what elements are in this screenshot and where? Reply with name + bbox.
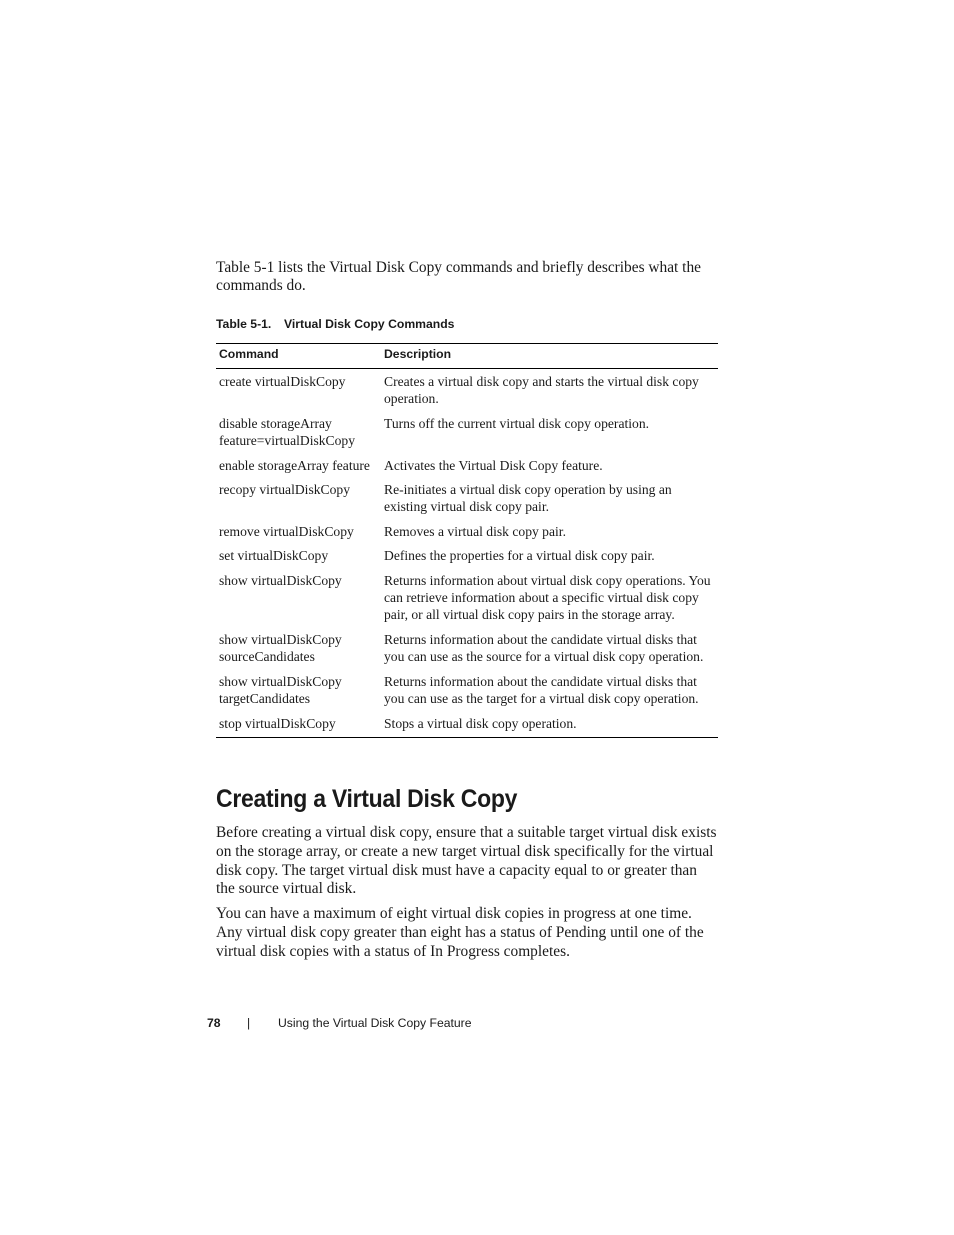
description-cell: Activates the Virtual Disk Copy feature. xyxy=(384,457,603,473)
table-row xyxy=(216,369,718,413)
command-cell: stop virtualDiskCopy xyxy=(219,715,336,731)
description-cell: Returns information about the candidate virtual disks that you can use as the source for a virtual disk copy operation. xyxy=(384,631,704,665)
description-cell: Stops a virtual disk copy operation. xyxy=(384,715,577,731)
table-row xyxy=(216,570,718,629)
description-cell: Returns information about the candidate virtual disks that you can use as the target for a virtual disk copy operation. xyxy=(384,673,699,707)
description-cell: Creates a virtual disk copy and starts the virtual disk copy operation. xyxy=(384,374,699,407)
description-cell: Returns information about virtual disk copy operations. You can retrieve information about a specific virtual disk copy pair, or all virtual disk copy pairs in the storage array. xyxy=(384,572,711,623)
table-caption-number: Table 5-1. xyxy=(216,317,272,331)
table-row xyxy=(216,455,718,479)
footer-separator: | xyxy=(247,1016,251,1030)
table-row xyxy=(216,479,718,521)
command-cell: set virtualDiskCopy xyxy=(219,548,329,564)
body-paragraph: You can have a maximum of eight virtual disk copies in progress at one time. Any virtual disk copy greater than eight has a status of Pending until one of the virtual disk copies with a status of In Progress completes. xyxy=(216,905,704,960)
command-cell: remove virtualDiskCopy xyxy=(219,523,354,539)
table-caption-title: Virtual Disk Copy Commands xyxy=(284,317,455,331)
commands-table xyxy=(216,343,718,738)
footer-chapter-title: Using the Virtual Disk Copy Feature xyxy=(278,1016,472,1030)
column-header-description: Description xyxy=(381,344,718,369)
page-number: 78 xyxy=(207,1016,221,1030)
command-cell: show virtualDiskCopy sourceCandidates xyxy=(219,631,342,665)
table-row xyxy=(216,545,718,569)
description-cell: Re-initiates a virtual disk copy operation by using an existing virtual disk copy pair. xyxy=(384,482,672,515)
command-cell: show virtualDiskCopy targetCandidates xyxy=(219,673,342,707)
body-paragraph: Before creating a virtual disk copy, ensure that a suitable target virtual disk exists on the storage array, or create a new target virtual disk specifically for the virtual disk copy. The target virtual disk must have a capacity equal to or greater than the source virtual disk. xyxy=(216,824,717,898)
command-cell: disable storageArray feature=virtualDiskCopy xyxy=(219,415,356,449)
description-cell: Removes a virtual disk copy pair. xyxy=(384,523,566,539)
table-caption xyxy=(216,317,454,331)
table-header-row xyxy=(216,344,718,369)
table-row xyxy=(216,629,718,671)
intro-paragraph: Table 5-1 lists the Virtual Disk Copy commands and briefly describes what the commands do. xyxy=(216,259,701,294)
table-row xyxy=(216,713,718,738)
command-cell: create virtualDiskCopy xyxy=(219,374,346,389)
description-cell: Turns off the current virtual disk copy operation. xyxy=(384,415,650,431)
command-cell: recopy virtualDiskCopy xyxy=(219,482,351,498)
column-header-command: Command xyxy=(216,344,381,369)
command-cell: show virtualDiskCopy xyxy=(219,572,342,588)
section-heading: Creating a Virtual Disk Copy xyxy=(216,785,518,813)
command-cell: enable storageArray feature xyxy=(219,457,370,473)
table-row xyxy=(216,413,718,455)
table-row xyxy=(216,671,718,713)
description-cell: Defines the properties for a virtual disk copy pair. xyxy=(384,548,655,564)
table-row xyxy=(216,521,718,545)
